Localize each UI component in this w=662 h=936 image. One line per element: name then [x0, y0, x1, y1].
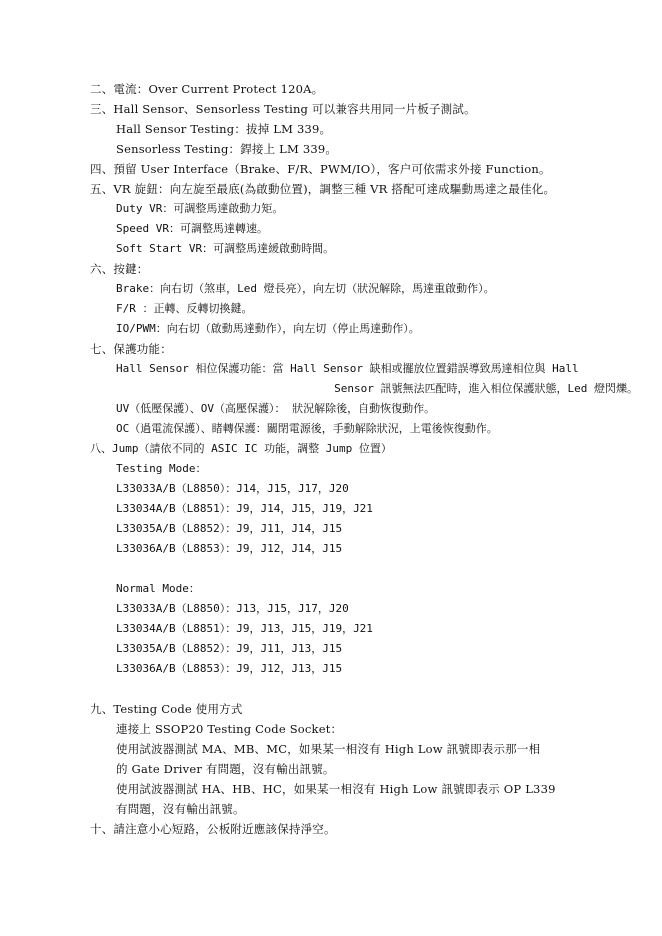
testing-mode-l8853: L33036A/B（L8853）：J9，J12，J14，J15: [116, 542, 343, 555]
oc-protection: OC（過電流保護）、睹轉保護：關閉電源後，手動解除狀況，上電後恢復動作。: [116, 422, 498, 435]
brake-button: Brake：向右切（煞車，Led 燈長亮），向左切（狀況解除，馬達重啟動作）。: [116, 282, 495, 295]
sensorless-testing: Sensorless Testing：銲接上 LM 339。: [116, 142, 338, 156]
normal-mode-l8851: L33034A/B（L8851）：J9，J13，J15，J19，J21: [116, 622, 373, 635]
scope-test-ha-hb-hc-cont: 有問題，沒有輸出訊號。: [116, 802, 245, 816]
uv-ov-protection: UV（低壓保護）、OV（高壓保護）： 狀況解除後，自動恢復動作。: [116, 402, 436, 415]
testing-mode-heading: Testing Mode：: [116, 462, 207, 475]
fr-button: F/R ：正轉、反轉切換鍵。: [116, 302, 253, 315]
speed-vr: Speed VR：可調整馬達轉速。: [116, 222, 268, 235]
testing-mode-l8850: L33033A/B（L8850）：J14，J15，J17，J20: [116, 482, 349, 495]
section-6-buttons: 六、按鍵：: [90, 262, 149, 276]
duty-vr: Duty VR：可調整馬達啟動力矩。: [116, 202, 284, 215]
section-3-heading: 三、Hall Sensor、Sensorless Testing 可以兼容共用同一片板子測試。: [90, 102, 476, 116]
hall-phase-protection-cont: Sensor 訊號無法匹配時，進入相位保護狀態，Led 燈閃爍。: [334, 382, 638, 395]
normal-mode-l8850: L33033A/B（L8850）：J13，J15，J17，J20: [116, 602, 349, 615]
scope-test-ha-hb-hc: 使用試波器測試 HA、HB、HC，如果某一相沒有 High Low 訊號即表示 OP L339: [116, 782, 556, 796]
section-5-vr: 五、VR 旋鈕：向左旋至最底(為啟動位置)，調整三種 VR 搭配可達成驅動馬達之最佳化。: [90, 182, 556, 196]
section-4-interface: 四、預留 User Interface（Brake、F/R、PWM/IO），客户可依需求外接 Function。: [90, 162, 551, 176]
hall-sensor-testing: Hall Sensor Testing：拔掉 LM 339。: [116, 122, 332, 136]
normal-mode-l8852: L33035A/B（L8852）：J9，J11，J13，J15: [116, 642, 343, 655]
hall-phase-protection: Hall Sensor 相位保護功能：當 Hall Sensor 缺相或擺放位置錯誤導致馬達相位與 Hall: [116, 362, 579, 375]
section-7-protection: 七、保護功能：: [90, 342, 172, 356]
normal-mode-l8853: L33036A/B（L8853）：J9，J12，J13，J15: [116, 662, 343, 675]
scope-test-ma-mb-mc-cont: 的 Gate Driver 有問題，沒有輸出訊號。: [116, 762, 335, 776]
section-2-current: 二、電流：Over Current Protect 120A。: [90, 82, 324, 96]
socket-connection: 連接上 SSOP20 Testing Code Socket：: [116, 722, 343, 736]
testing-mode-l8851: L33034A/B（L8851）：J9，J14，J15，J19，J21: [116, 502, 373, 515]
section-10-short-circuit: 十、請注意小心短路，公板附近應該保持淨空。: [90, 822, 336, 836]
scope-test-ma-mb-mc: 使用試波器測試 MA、MB、MC，如果某一相沒有 High Low 訊號即表示那一相: [116, 742, 541, 756]
io-pwm-button: IO/PWM：向右切（啟動馬達動作），向左切（停止馬達動作）。: [116, 322, 420, 335]
soft-start-vr: Soft Start VR：可調整馬達緩啟動時間。: [116, 242, 335, 255]
normal-mode-heading: Normal Mode：: [116, 582, 200, 595]
section-8-jump: 八、Jump（請依不同的 ASIC IC 功能，調整 Jump 位置）: [90, 442, 392, 455]
testing-mode-l8852: L33035A/B（L8852）：J9，J11，J14，J15: [116, 522, 343, 535]
section-9-testing-code: 九、Testing Code 使用方式: [90, 702, 243, 716]
